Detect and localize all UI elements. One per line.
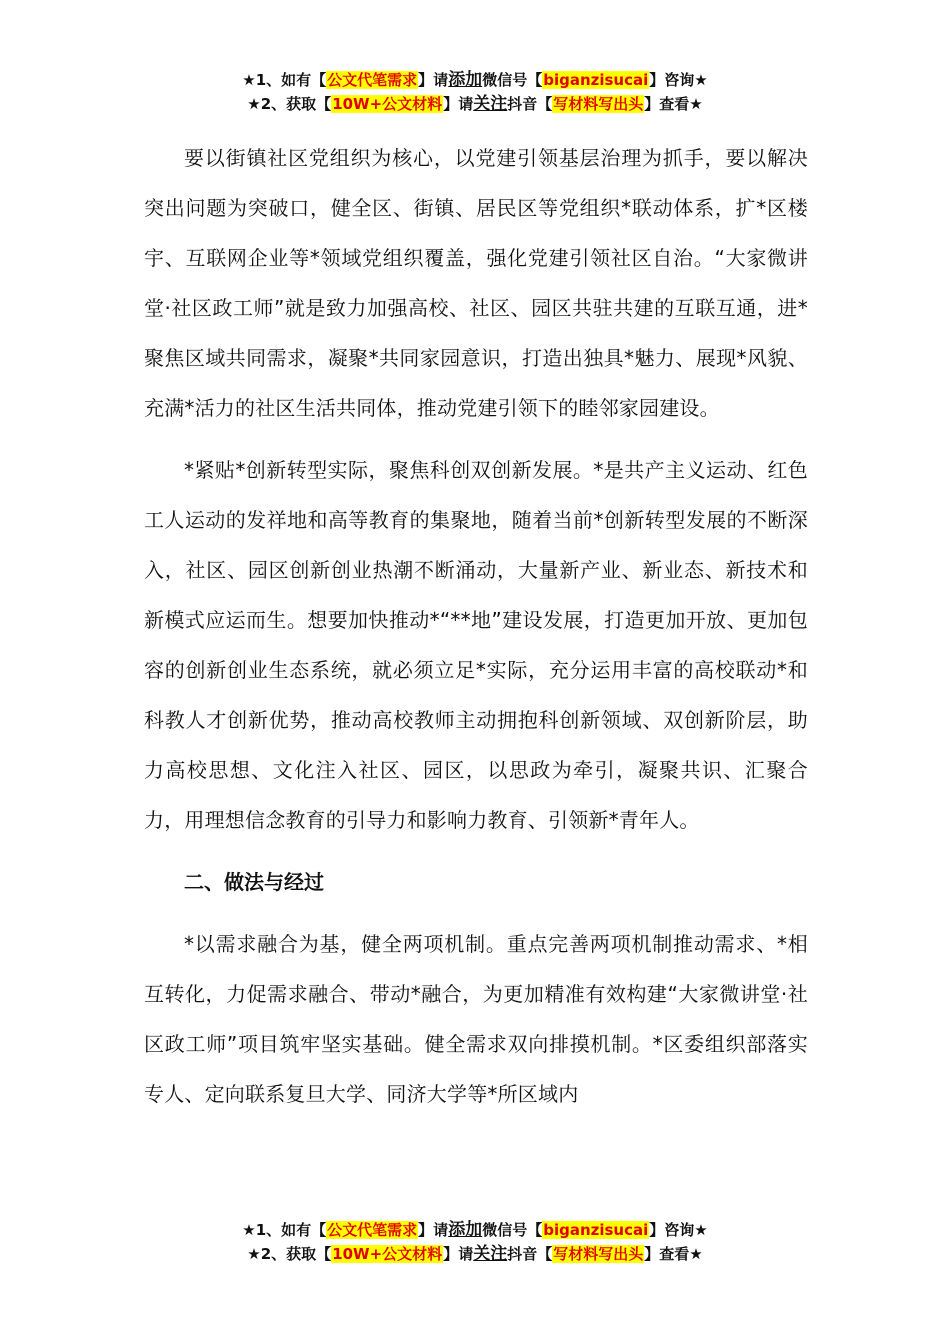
highlight-materials: 10W+公文材料 [332,1245,443,1263]
highlight-douyin-account: 写材料写出头 [553,95,644,113]
footer-banner [0,1218,950,1266]
paragraph-3: *以需求融合为基，健全两项机制。重点完善两项机制推动需求、*相互转化，力促需求融合、带动*融合，为更加精准有效构建“大家微讲堂·社区政工师”项目筑牢坚实基础。健全需求双向排摸机制。*区委组织部落实专人、定向联系复旦大学、同济大学等*所区域内 [144,932,808,1106]
document-body [144,133,808,1119]
banner-line-2: ★2、获取【10W+公文材料】请关注抖音【写材料写出头】查看★ [247,94,703,114]
highlight-wechat-id: biganzisucai [543,1221,649,1239]
highlight-writing-service: 公文代笔需求 [327,71,418,89]
header-banner [0,68,950,116]
banner-line-1: ★1、如有【公文代笔需求】请添加微信号【biganzisucai】咨询★ [242,1220,708,1240]
paragraph-2: *紧贴*创新转型实际，聚焦科创双创新发展。*是共产主义运动、红色工人运动的发祥地和高等教育的集聚地，随着当前*创新转型发展的不断深入，社区、园区创新创业热潮不断涌动，大量新产业、新业态、新技术和新模式应运而生。想要加快推动*“**地”建设发展，打造更加开放、更加包容的创新创业生态系统，就必须立足*实际，充分运用丰富的高校联动*和科教人才创新优势，推动高校教师主动拥抱科创新领域、双创新阶层，助力高校思想、文化注入社区、园区，以思政为牵引，凝聚共识、汇聚合力，用理想信念教育的引导力和影响力教育、引领新*青年人。 [144,458,808,832]
highlight-wechat-id: biganzisucai [543,71,649,89]
banner-line-1: ★1、如有【公文代笔需求】请添加微信号【biganzisucai】咨询★ [242,70,708,90]
section-heading: 二、做法与经过 [184,870,324,894]
banner-line-2: ★2、获取【10W+公文材料】请关注抖音【写材料写出头】查看★ [247,1244,703,1264]
highlight-douyin-account: 写材料写出头 [553,1245,644,1263]
highlight-writing-service: 公文代笔需求 [327,1221,418,1239]
paragraph-1: 要以街镇社区党组织为核心，以党建引领基层治理为抓手，要以解决突出问题为突破口，健全区、街镇、居民区等党组织*联动体系，扩*区楼宇、互联网企业等*领域党组织覆盖，强化党建引领社区自治。“大家微讲堂·社区政工师”就是致力加强高校、社区、园区共驻共建的互联互通，进*聚焦区域共同需求，凝聚*共同家园意识，打造出独具*魅力、展现*风貌、充满*活力的社区生活共同体，推动党建引领下的睦邻家园建设。 [144,146,808,420]
highlight-materials: 10W+公文材料 [332,95,443,113]
